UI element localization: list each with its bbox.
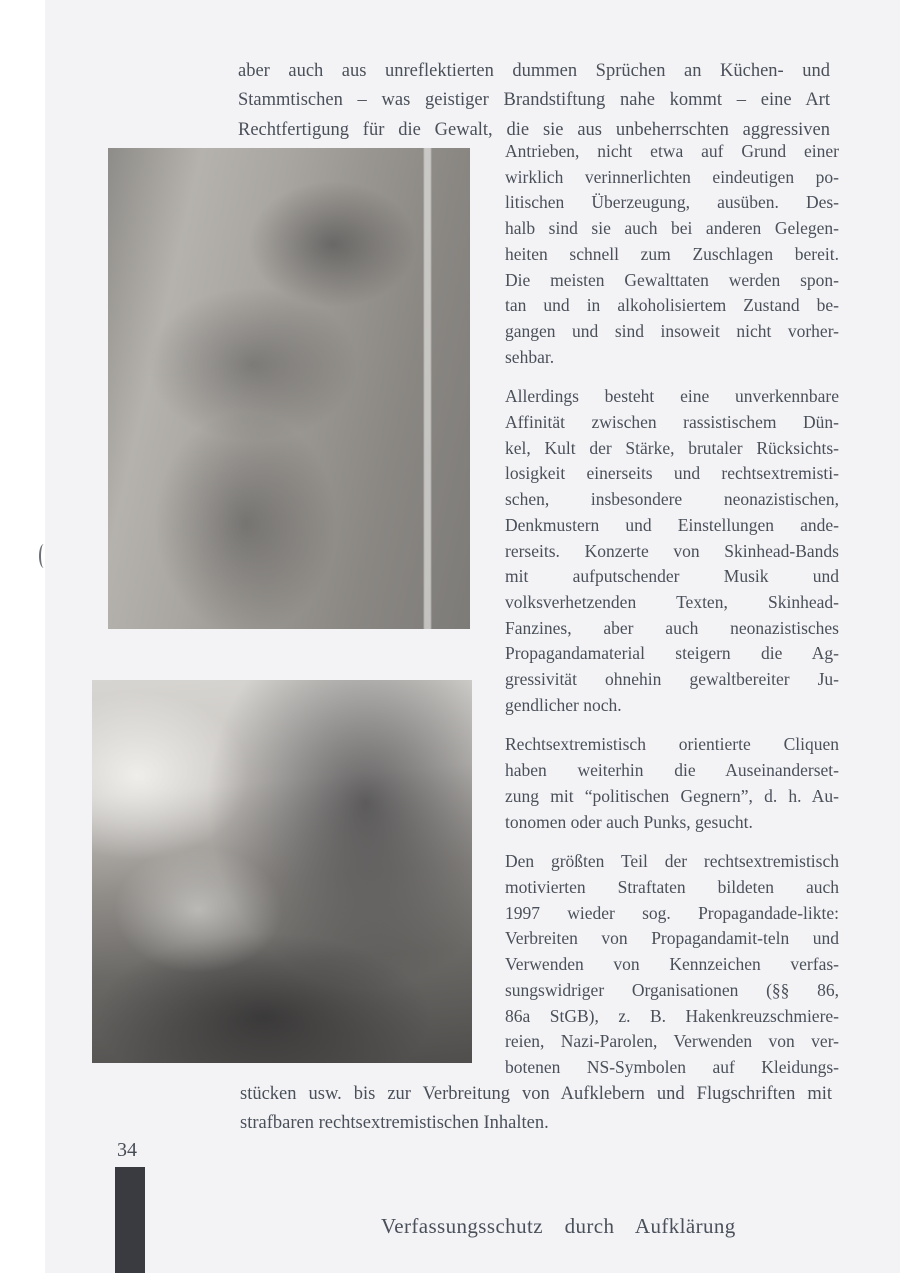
text-line: haben weiterhin die Auseinanderset- bbox=[505, 760, 839, 781]
text-line: reien, Nazi-Parolen, Verwenden von ver- bbox=[505, 1031, 839, 1052]
text-line: Allerdings besteht eine unverkennbare bbox=[505, 386, 839, 407]
text-line: Stammtischen – was geistiger Brandstiftung nahe kommt – eine Art bbox=[238, 90, 830, 111]
text-line: mit aufputschender Musik und bbox=[505, 566, 839, 587]
page-number: 34 bbox=[117, 1139, 137, 1161]
scan-left-margin bbox=[0, 0, 45, 1273]
text-line: Die meisten Gewalttaten werden spon- bbox=[505, 269, 839, 290]
text-line: losigkeit einerseits und rechtsextremisti- bbox=[505, 463, 839, 484]
scan-artifact-mark bbox=[39, 544, 47, 568]
text-line: gressivität ohnehin gewaltbereiter Ju- bbox=[505, 669, 839, 690]
text-line: gangen und sind insoweit nicht vorher- bbox=[505, 320, 839, 341]
text-line: Verwenden von Kennzeichen verfas- bbox=[505, 954, 839, 975]
text-column bbox=[505, 139, 839, 1095]
text-line: Den größten Teil der rechtsextremistisch bbox=[505, 851, 839, 872]
text-line: schen, insbesondere neonazistischen, bbox=[505, 489, 839, 510]
text-line: volksverhetzenden Texten, Skinhead- bbox=[505, 591, 839, 612]
paragraph-affinity bbox=[505, 384, 839, 718]
text-line: tonomen oder auch Punks, gesucht. bbox=[505, 811, 753, 832]
text-line: tan und in alkoholisiertem Zustand be- bbox=[505, 295, 839, 316]
text-line: halb sind sie auch bei anderen Gelegen- bbox=[505, 218, 839, 239]
text-line: aber auch aus unreflektierten dummen Sprüchen an Küchen- und bbox=[238, 61, 830, 81]
photo-wall-graffiti bbox=[108, 148, 470, 629]
text-line: Propagandamaterial steigern die Ag- bbox=[505, 643, 839, 664]
text-line: motivierten Straftaten bildeten auch bbox=[505, 876, 839, 897]
text-line: zung mit “politischen Gegnern”, d. h. Au- bbox=[505, 785, 839, 806]
paragraph-offences bbox=[505, 849, 839, 1080]
text-line: wirklich verinnerlichten eindeutigen po- bbox=[505, 166, 839, 187]
text-line: sehbar. bbox=[505, 346, 555, 367]
text-line: 1997 wieder sog. Propagandade-likte: bbox=[505, 902, 839, 923]
text-line: botenen NS-Symbolen auf Kleidungs- bbox=[505, 1056, 839, 1077]
closing-paragraph bbox=[240, 1080, 832, 1138]
text-line: strafbaren rechtsextremistischen Inhalten. bbox=[240, 1113, 549, 1134]
text-line: gendlicher noch. bbox=[505, 694, 622, 715]
paragraph-violence-motives bbox=[505, 139, 839, 370]
text-line: rerseits. Konzerte von Skinhead-Bands bbox=[505, 540, 839, 561]
page-edge-bar bbox=[115, 1167, 145, 1273]
text-line: sungswidriger Organisationen (§§ 86, bbox=[505, 979, 839, 1000]
text-line: kel, Kult der Stärke, brutaler Rücksichts- bbox=[505, 437, 839, 458]
text-line: stücken usw. bis zur Verbreitung von Aufklebern und Flugschriften mit bbox=[240, 1084, 832, 1104]
text-line: Rechtsextremistisch orientierte Cliquen bbox=[505, 734, 839, 755]
text-line: Fanzines, aber auch neonazistisches bbox=[505, 617, 839, 638]
photo-propaganda-material bbox=[92, 680, 472, 1063]
text-line: Rechtfertigung für die Gewalt, die sie aus unbeherrschten aggressiven bbox=[238, 119, 830, 140]
text-line: Antrieben, nicht etwa auf Grund einer bbox=[505, 141, 839, 161]
text-line: 86a StGB), z. B. Hakenkreuzschmiere- bbox=[505, 1005, 839, 1026]
text-line: Verbreiten von Propagandamit-teln und bbox=[505, 928, 839, 949]
text-line: Affinität zwischen rassistischem Dün- bbox=[505, 412, 839, 433]
paragraph-cliques bbox=[505, 732, 839, 835]
text-line: litischen Überzeugung, ausüben. Des- bbox=[505, 192, 839, 213]
text-line: heiten schnell zum Zuschlagen bereit. bbox=[505, 243, 839, 264]
intro-paragraph bbox=[238, 57, 830, 145]
text-line: Denkmustern und Einstellungen ande- bbox=[505, 514, 839, 535]
running-footer: Verfassungsschutz durch Aufklärung bbox=[381, 1214, 736, 1238]
